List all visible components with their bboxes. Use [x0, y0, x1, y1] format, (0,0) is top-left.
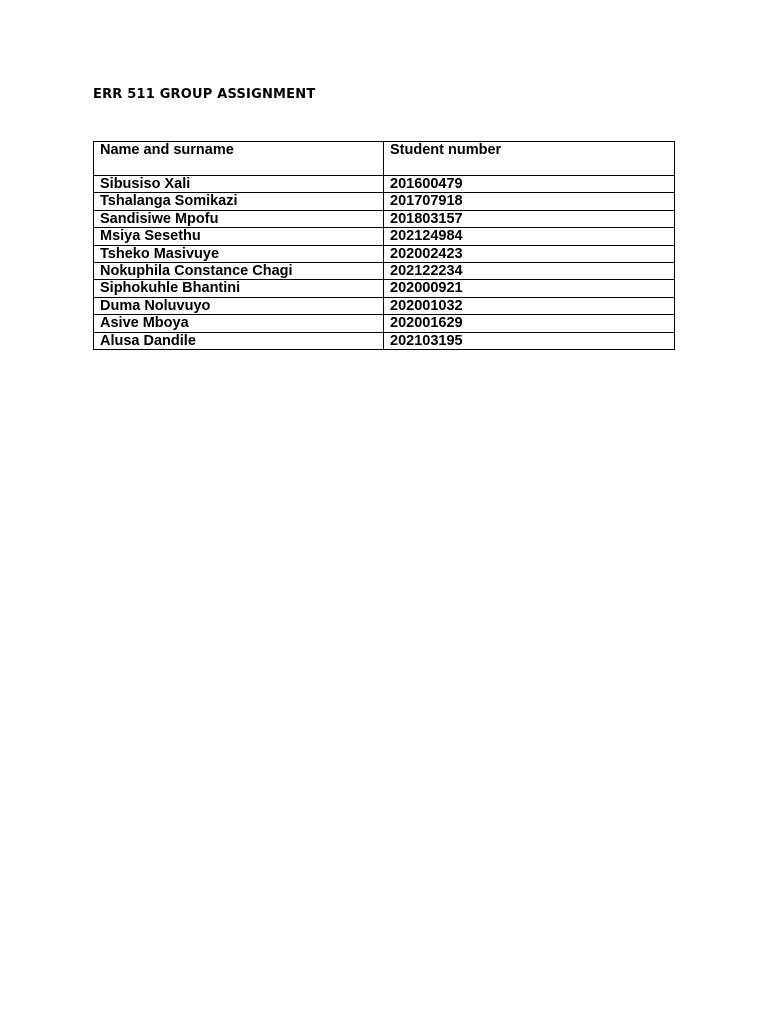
table-row	[94, 193, 675, 210]
table-row	[94, 228, 675, 245]
member-student-number: 202122234	[384, 262, 675, 279]
header-student-number: Student number	[384, 142, 675, 176]
document-title: ERR 511 GROUP ASSIGNMENT	[93, 87, 316, 102]
member-student-number: 202103195	[384, 332, 675, 349]
group-members-table	[93, 141, 675, 350]
member-name: Tsheko Masivuye	[94, 245, 384, 262]
table-row	[94, 262, 675, 279]
table-row	[94, 332, 675, 349]
table-row	[94, 210, 675, 227]
table-row	[94, 245, 675, 262]
member-name: Siphokuhle Bhantini	[94, 280, 384, 297]
member-student-number: 202124984	[384, 228, 675, 245]
member-student-number: 201803157	[384, 210, 675, 227]
member-name: Sandisiwe Mpofu	[94, 210, 384, 227]
member-student-number: 201707918	[384, 193, 675, 210]
member-name: Asive Mboya	[94, 315, 384, 332]
member-name: Sibusiso Xali	[94, 176, 384, 193]
member-name: Msiya Sesethu	[94, 228, 384, 245]
member-name: Nokuphila Constance Chagi	[94, 262, 384, 279]
member-name: Alusa Dandile	[94, 332, 384, 349]
member-student-number: 202002423	[384, 245, 675, 262]
table-row	[94, 297, 675, 314]
table-row	[94, 280, 675, 297]
table-header-row	[94, 142, 675, 176]
header-name-and-surname: Name and surname	[94, 142, 384, 176]
member-name: Tshalanga Somikazi	[94, 193, 384, 210]
member-student-number: 202001629	[384, 315, 675, 332]
member-name: Duma Noluvuyo	[94, 297, 384, 314]
member-student-number: 201600479	[384, 176, 675, 193]
member-student-number: 202000921	[384, 280, 675, 297]
table-row	[94, 315, 675, 332]
member-student-number: 202001032	[384, 297, 675, 314]
table-row	[94, 176, 675, 193]
